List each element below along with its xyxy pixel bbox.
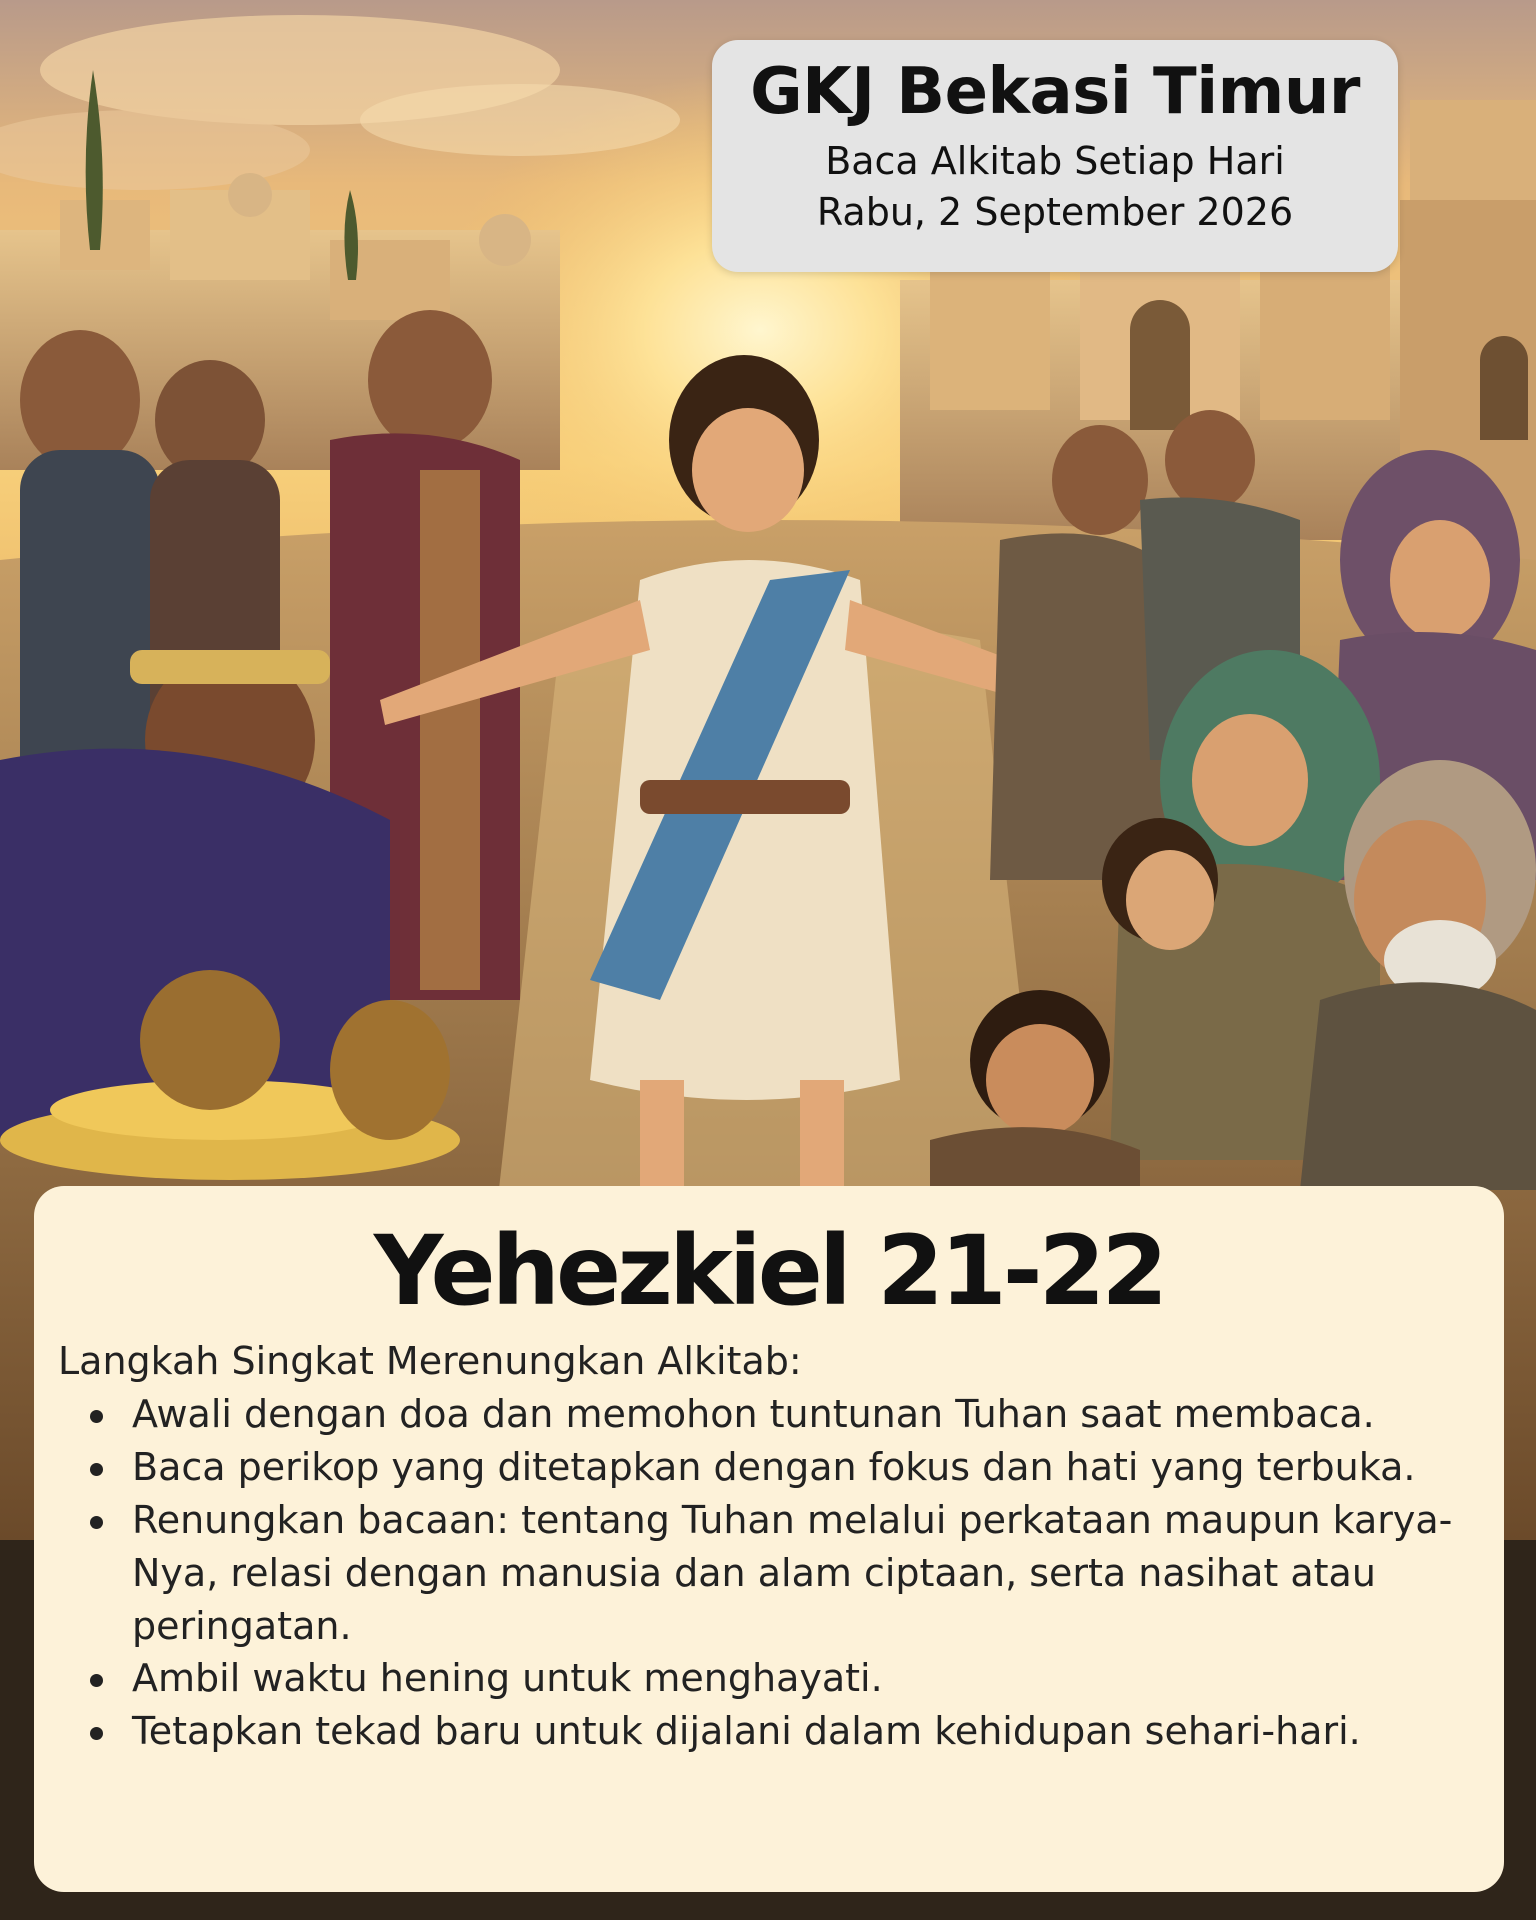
bullet-icon <box>90 1674 103 1687</box>
header-card <box>712 40 1398 272</box>
bullet-icon <box>90 1463 103 1476</box>
bullet-icon <box>90 1727 103 1740</box>
list-item <box>90 1388 1480 1441</box>
subtitle: Baca Alkitab Setiap Hari <box>825 138 1285 183</box>
list-item <box>90 1441 1480 1494</box>
reading-card <box>34 1186 1504 1892</box>
step-text: Renungkan bacaan: tentang Tuhan melalui perkataan maupun karya-Nya, relasi dengan manusia dan alam ciptaan, serta nasihat atau peringatan. <box>132 1498 1453 1648</box>
step-text: Baca perikop yang ditetapkan dengan fokus dan hati yang terbuka. <box>132 1445 1416 1490</box>
bullet-icon <box>90 1410 103 1423</box>
church-name: GKJ Bekasi Timur <box>750 55 1360 129</box>
step-text: Awali dengan doa dan memohon tuntunan Tuhan saat membaca. <box>132 1392 1375 1437</box>
steps-list <box>58 1388 1480 1758</box>
step-text: Ambil waktu hening untuk menghayati. <box>132 1656 883 1701</box>
list-item <box>90 1705 1480 1758</box>
bullet-icon <box>90 1516 103 1529</box>
date-label: Rabu, 2 September 2026 <box>816 189 1294 234</box>
passage-title: Yehezkiel 21-22 <box>373 1215 1165 1327</box>
steps-intro: Langkah Singkat Merenungkan Alkitab: <box>58 1339 802 1384</box>
step-text: Tetapkan tekad baru untuk dijalani dalam kehidupan sehari-hari. <box>132 1709 1361 1754</box>
list-item <box>90 1494 1480 1652</box>
list-item <box>90 1652 1480 1705</box>
